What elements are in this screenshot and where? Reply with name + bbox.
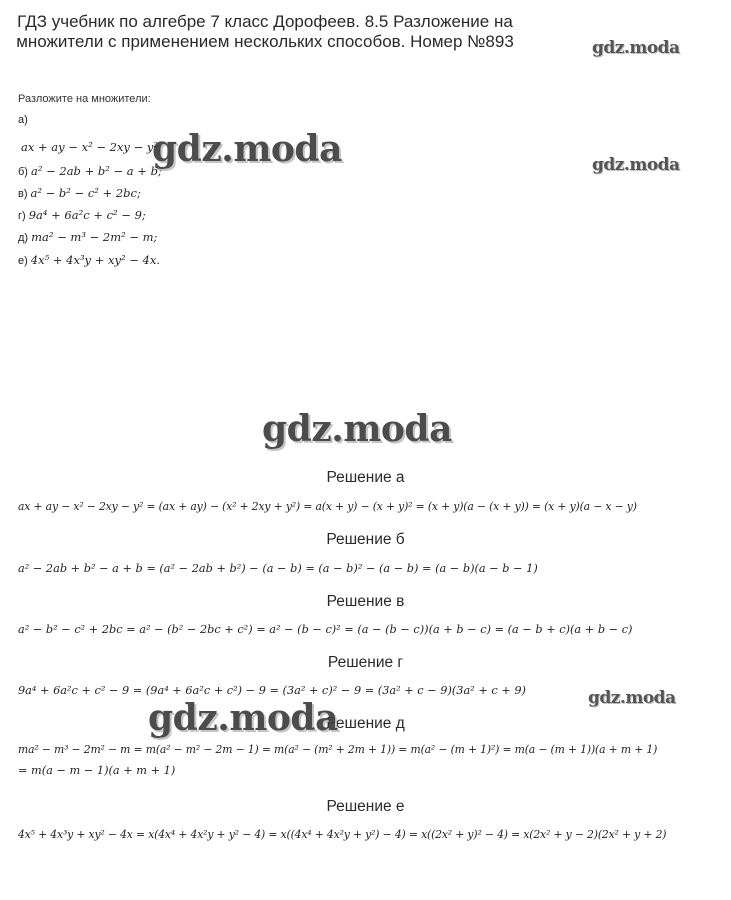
solution-b-line: a² − 2ab + b² − a + b = (a² − 2ab + b²) − (a − b) = (a − b)² − (a − b) = (a − b)(a − b − 1) <box>18 562 538 575</box>
task-item-expression: ma² − m³ − 2m² − m; <box>31 230 158 244</box>
task-item-label: в) <box>18 188 28 200</box>
solution-v-line: a² − b² − c² + 2bc = a² − (b² − 2bc + c²) = a² − (b − c)² = (a − (b − c))(a + b − c) = (a − b + c)(a + b − c) <box>18 623 633 636</box>
task-item-label: г) <box>18 210 26 222</box>
watermark-logo: gdz.moda <box>592 38 680 58</box>
task-item-e <box>18 253 160 267</box>
page-title: ГДЗ учебник по алгебре 7 класс Дорофеев. 8.5 Разложение на множители с применением нескольких способов. Номер №893 <box>16 12 514 51</box>
solution-g-line: 9a⁴ + 6a²c + c² − 9 = (9a⁴ + 6a²c + c²) − 9 = (3a² + c)² − 9 = (3a² + c − 9)(3a² + c + 9) <box>18 684 526 697</box>
solution-heading-a: Решение а <box>326 469 405 486</box>
solution-d-line-2: = m(a − m − 1)(a + m + 1) <box>18 764 176 777</box>
solution-e-line: 4x⁵ + 4x³y + xy² − 4x = x(4x⁴ + 4x²y + y² − 4) = x((4x⁴ + 4x²y + y²) − 4) = x((2x² + y)² − 4) = x(2x² + y − 2)(2x² + y + 2) <box>18 828 667 841</box>
watermark-logo: gdz.moda <box>588 688 676 708</box>
watermark-logo: gdz.moda <box>262 408 452 450</box>
task-item-expression: ax + ay − x² − 2xy − y²; <box>21 140 162 154</box>
task-item-b <box>18 164 162 178</box>
watermark-logo: gdz.moda <box>148 697 338 739</box>
task-item-a <box>18 140 162 154</box>
task-intro: Разложите на множители: <box>18 93 151 105</box>
task-item-label: б) <box>18 166 28 178</box>
solution-heading-g: Решение г <box>327 654 404 671</box>
task-item-expression: a² − b² − c² + 2bc; <box>30 186 141 200</box>
task-item-g <box>18 208 146 222</box>
task-item-label: а) <box>18 114 28 126</box>
task-item-expression: 4x⁵ + 4x³y + xy² − 4x. <box>30 253 160 267</box>
solution-heading-e: Решение е <box>326 798 405 815</box>
solution-heading-v: Решение в <box>326 593 405 610</box>
task-item-label: д) <box>18 232 29 244</box>
watermark-logo: gdz.moda <box>592 155 680 175</box>
task-item-a-label <box>18 112 31 126</box>
task-item-v <box>18 186 141 200</box>
task-item-expression: a² − 2ab + b² − a + b; <box>30 164 162 178</box>
solution-heading-d: Решение д <box>326 715 405 732</box>
watermark-logo: gdz.moda <box>152 128 342 170</box>
task-item-expression: 9a⁴ + 6a²c + c² − 9; <box>28 208 146 222</box>
solution-heading-b: Решение б <box>326 531 405 548</box>
task-item-label: е) <box>18 255 28 267</box>
solution-d-line-1: ma² − m³ − 2m² − m = m(a² − m² − 2m − 1) = m(a² − (m² + 2m + 1)) = m(a² − (m + 1)²) = m(a − (m + 1))(a + m + 1) <box>18 743 658 756</box>
solution-a-line: ax + ay − x² − 2xy − y² = (ax + ay) − (x² + 2xy + y²) = a(x + y) − (x + y)² = (x + y)(a − (x + y)) = (x + y)(a − x − y) <box>18 500 637 513</box>
task-item-d <box>18 230 157 244</box>
